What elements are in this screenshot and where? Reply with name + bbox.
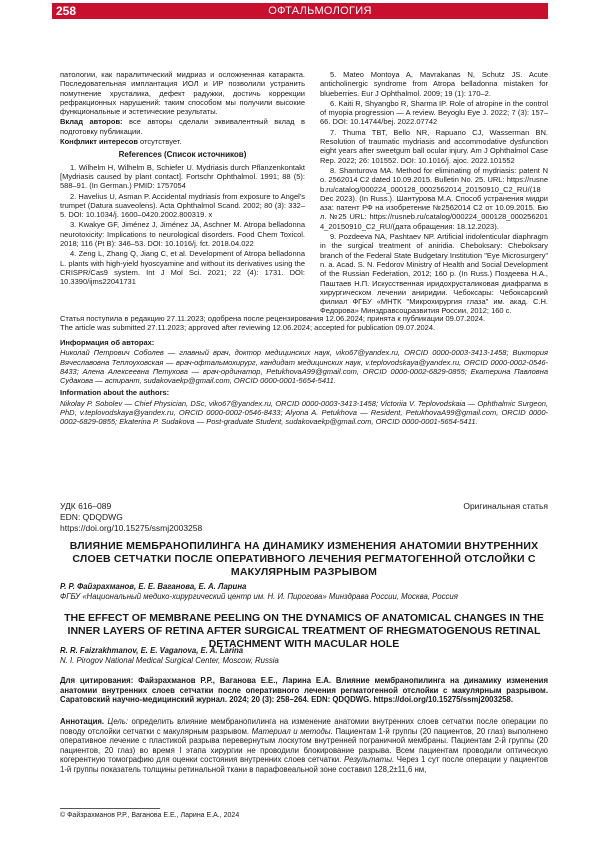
- reference-item: 5. Mateo Montoya A, Mavrakanas N, Schutz JS. Acute anticholinergic syndrome from Atropa belladonna mistaken for blueberries. Eur J Ophthalmol. 2009; 19 (1): 170–2.: [320, 70, 548, 98]
- reference-item: 3. Kwakye GF, Jiménez J, Jiménez JA, Aschner M. Atropa belladonna neurotoxicity: Implications to neurological disorders. Food Chem Toxicol. 2018; 116 (Pt B): 346–53. DOI: 10.1016/j. fct. 2018.04.022: [60, 220, 305, 249]
- contrib-label: Вклад авторов:: [60, 117, 123, 127]
- conflict-text: отсутствует.: [137, 137, 182, 147]
- page-number: 258: [52, 3, 92, 19]
- reference-item: 6. Kaiti R, Shyangbo R, Sharma IP. Role of atropine in the control of myopia progression — A review. Beyoglu Eye J. 2022; 7 (3): 157–66. DOI: 10.14744/bej. 2022.07742: [320, 98, 548, 127]
- citation-text: Файзрахманов Р.Р., Ваганова Е.Е., Ларина Е.А. Влияние мембранопилинга на динамику изменения анатомии внутренних слоев сетчатки после оперативного лечения регматогенной отслойки с макулярным разрывом. Саратовский научно-медицинский журнал. 2024; 20 (3): 258–264. EDN: QDQDWG. https://doi.org/10.15275/ssmj2003258.: [60, 676, 548, 705]
- journal-section: ОФТАЛЬМОЛОГИЯ: [92, 3, 548, 19]
- authors-info-ru: Николай Петрович Соболев — главный врач, доктор медицинских наук, viko67@yandex.ru, ORCID 0000-0003-3413-1458; Виктория Вячеславовна Теплоуховская — врач-офтальмохирург, кандидат медицинских наук, v.teplovodskaya@yandex.ru, ORCID 0000-0002-0546-8433; Алена Алексеевна Петухова — врач-ординатор, PetukhovaA99@gmail.com, ORCID 0000-0002-6829-0855; Екатерина Павловна Судакова — аспирант, sudakovaekp@gmail.com, ORCID 0000-0001-5654-5411.: [60, 348, 548, 386]
- left-column: [60, 70, 305, 288]
- abstract-methods-label: Материал и методы.: [249, 726, 333, 736]
- submission-dates: [60, 314, 548, 333]
- authors-info-en-title: Information about the authors:: [60, 388, 170, 398]
- contributions: [60, 117, 305, 136]
- citation: [60, 676, 548, 705]
- intro-text: патологии, как паралитический мидриаз и осложненная катаракта. Последовательная имплантация ИОЛ и ИР позволили устранить помутнение хрусталика, дефект радужки, достичь коррекции рефракционных нарушений: таким способом мы получили высокие функциональные и эстетические результаты.: [60, 70, 305, 117]
- abstract-results: Через 1 сут после операции у пациентов 1-й группы показатель толщины ретинальной ткани в парафовеальной зоне составил 128,2±11,6 нм,: [60, 755, 548, 774]
- conflict: [60, 137, 305, 146]
- abstract-label: Аннотация.: [60, 717, 105, 726]
- citation-label: Для цитирования:: [60, 676, 134, 685]
- references-heading: References (Список источников): [118, 150, 247, 160]
- abstract-goal-label: Цель:: [104, 717, 129, 726]
- authors-ru: [60, 582, 548, 602]
- authors-en-names: R. R. Faizrakhmanov, E. E. Vaganova, E. A. Larina: [60, 646, 244, 655]
- article-title-ru: ВЛИЯНИЕ МЕМБРАНОПИЛИНГА НА ДИНАМИКУ ИЗМЕНЕНИЯ АНАТОМИИ ВНУТРЕННИХ СЛОЕВ СЕТЧАТКИ ПОСЛЕ ОПЕРАТИВНОГО ЛЕЧЕНИЯ РЕГМАТОГЕННОЙ ОТСЛОЙКИ С МАКУЛЯРНЫМ РАЗРЫВОМ: [69, 540, 539, 578]
- submission-en: The article was submitted 27.11.2023; approved after reviewing 12.06.2024; accepted for publication 09.07.2024.: [60, 323, 436, 333]
- edn: EDN: QDQDWG: [60, 512, 123, 522]
- reference-item: 8. Shanturova MA. Method for eliminating of mydriasis: patent No. 2562014 C2 dated 10.09.2015. Bulletin No. 25. URL: https://rusneb.ru/catalog/000224_000128_0002562014_20150910_C2_RU/(18 Dec 2023). (In Russ.). Шантурова М.А. Способ устранения мидриаза: патент РФ на изобретение №2562014 С2 от 10.09.2015. Бюл. №25 URL: https://rusneb.ru/catalog/000224_000128_0002562014_20150910_C2_RU/(дата обращения: 18.12.2023).: [320, 165, 548, 231]
- authors-info-ru-title: Информация об авторах:: [60, 338, 155, 347]
- reference-item: 2. Havelius U, Asman P. Accidental mydriasis from exposure to Angel's trumpet (Datura suaveolens). Acta Ophthalmol Scand. 2002; 80 (3): 332–5. DOI: 10.1034/j. 1600–0420.2002.800319. x: [60, 191, 305, 220]
- authors-en: [60, 646, 548, 666]
- contrib-text: все авторы сделали эквивалентный вклад в подготовку публикации.: [60, 117, 305, 136]
- article-type: Оригинальная статья: [463, 501, 548, 511]
- udc: УДК 616–089: [60, 501, 112, 511]
- submission-ru: Статья поступила в редакцию 27.11.2023; одобрена после рецензирования 12.06.2024; принята к публикации 09.07.2024.: [60, 314, 486, 323]
- right-column: [320, 70, 548, 317]
- abstract-goal: определить влияние мембранопилинга на изменение анатомии внутренних слоев сетчатки после операции по поводу отслойки сетчатки с макулярным разрывом.: [60, 717, 548, 736]
- authors-info-en: Nikolay P. Sobolev — Chief Physician, DSc, viko67@yandex.ru, ORCID 0000-0003-3413-1458; Victoriia V. Teplovodskaia — Ophthalmic Surgeon, PhD, v.teplovodskaya@yandex.ru, ORCID 0000-0002-0546-8433; Alyona A. Petukhova — Resident, PetukhovaA99@gmail.com, ORCID 0000-0002-6829-0855; Ekaterina P. Sudakova — Post-graduate Student, sudakovaekp@gmail.com, ORCID 0000-0001-5654-5411.: [60, 398, 548, 427]
- abstract: [60, 717, 548, 775]
- reference-item: 4. Zeng L, Zhang Q, Jiang C, et al. Development of Atropa belladonna L. plants with high-yield hyoscyamine and without its derivatives using the CRISPR/Cas9 system. Int J Mol Sci. 2021; 22 (4): 1731. DOI: 10.3390/ijms22041731: [60, 249, 305, 287]
- affiliation-ru: ФГБУ «Национальный медико-хирургический центр им. Н. И. Пирогова» Минздрава России, Москва, Россия: [60, 592, 458, 601]
- reference-item: 7. Thuma TBT, Bello NR, Rapuano CJ, Wasserman BN. Resolution of traumatic mydriasis and accommodative dysfunction eight years after sweetgum ball ocular injury. Am J Ophthalmol Case Rep. 2022; 26: 101552. DOI: 10.1016/j. ajoc. 2022.101552: [320, 127, 548, 165]
- footnote-divider: [60, 808, 160, 809]
- article-title-en: THE EFFECT OF MEMBRANE PEELING ON THE DYNAMICS OF ANATOMICAL CHANGES IN THE INNER LAYERS OF RETINA AFTER SURGICAL TREATMENT OF RHEGMATOGENOUS RETINAL DETACHMENT WITH MACULAR HOLE: [64, 612, 544, 650]
- authors-ru-names: Р. Р. Файзрахманов, Е. Е. Ваганова, Е. А. Ларина: [60, 582, 247, 591]
- reference-item: 1. Wilhelm H, Wilhelm B, Schiefer U. Mydriasis durch Pflanzenkontakt [Mydriasis caused by plant contact]. Fortschr Ophthalmol. 1991; 88 (5): 588–91. (In German.) PMID: 1757054: [60, 162, 305, 191]
- abstract-results-label: Результаты.: [341, 755, 395, 765]
- reference-item: 9. Pozdeeva NA, Pashtaev NP. Artificial iridolenticular diaphragm in the surgical treatment of aniridia. Cheboksary: Cheboksary branch of the Federal State Budgetary Institution "Eye Microsurgery" n. a. Acad. S. N. Fedorov Ministry of Health and Social Development of the Russian Federation, 2012; 160 p. (In Russ.) Поздеева Н.А., Паштаев Н.П. Искусственная иридохрусталиковая диафрагма в хирургическом лечении аниридии. Чебоксары: Чебоксарский филиал ФГБУ «МНТК "Микрохирургия глаза" им. акад. С.Н. Федорова» Минздравсоцразвития России, 2012; 160 с.: [320, 232, 548, 316]
- doi-link[interactable]: https://doi.org/10.15275/ssmj2003258: [60, 523, 203, 533]
- copyright: © Файзрахманов Р.Р., Ваганова Е.Е., Ларина Е.А., 2024: [60, 812, 240, 819]
- page-header: [0, 0, 600, 16]
- authors-info: [60, 338, 548, 427]
- affiliation-en: N. I. Pirogov National Medical Surgical Center, Moscow, Russia: [60, 656, 279, 665]
- conflict-label: Конфликт интересов: [60, 137, 138, 147]
- abstract-methods: Пациентам 1-й группы (20 пациентов, 20 глаз) выполнено оперативное лечение с пластикой разрыва перевернутым лоскутом внутренней пограничной мембраны. Пациентам 2-й группы (20 пациентов, 20 глаз) во время I этапа хирургии не проводили блокирование разрыва. Всем пациентам проводили оптическую когерентную томографию для оценки состояния внутренних слоев сетчатки.: [60, 726, 548, 765]
